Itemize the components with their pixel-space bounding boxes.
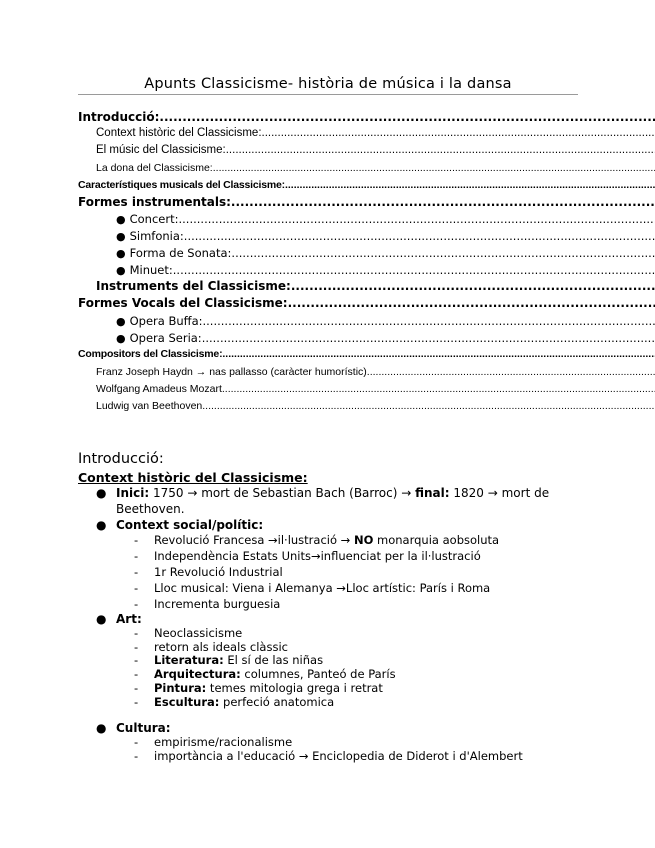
toc-entry-forma-sonata[interactable]: ● Forma de Sonata: .....: [116, 246, 655, 260]
list-item: - Escultura: perfeció anatomica: [134, 695, 335, 709]
list-item: - empirisme/racionalisme: [134, 735, 293, 749]
list-item-inici-continuation: Beethoven.: [116, 502, 185, 516]
toc-entry-opera-buffa[interactable]: ● Opera Buffa: .....: [116, 314, 655, 328]
toc-entry-dona[interactable]: La dona del Classicisme: .....: [96, 162, 655, 174]
toc-entry-minuet[interactable]: ● Minuet: .....: [116, 263, 655, 277]
toc-entry-haydn[interactable]: Franz Joseph Haydn → nas pallasso (caràcter humorístic) .....: [96, 366, 655, 378]
list-item: - Literatura: El sí de las niñas: [134, 653, 324, 667]
document-title: Apunts Classicisme- història de música i la dansa: [78, 76, 578, 95]
toc-entry-mozart[interactable]: Wolfgang Amadeus Mozart .....: [96, 383, 655, 395]
list-item: - Independència Estats Units→influenciat per la il·lustració: [134, 549, 481, 563]
list-item: - Lloc musical: Viena i Alemanya →Lloc artístic: París i Roma: [134, 581, 491, 595]
list-item: - Arquitectura: columnes, Panteó de París: [134, 667, 396, 681]
toc-entry-beethoven[interactable]: Ludwig van Beethoven .....: [96, 400, 655, 412]
list-item-art: ● Art:: [96, 612, 142, 626]
bullet-icon: ●: [116, 213, 126, 226]
list-item: - Incrementa burguesia: [134, 597, 281, 611]
list-item: - importància a l'educació → Enciclopedia de Diderot i d'Alembert: [134, 749, 523, 763]
bullet-icon: ●: [96, 612, 107, 626]
toc-entry-formes-vocals[interactable]: Formes Vocals del Classicisme: .....: [78, 296, 655, 310]
bullet-icon: ●: [116, 264, 126, 277]
bullet-icon: ●: [96, 518, 107, 532]
list-item-cultura: ● Cultura:: [96, 721, 171, 735]
toc-entry-caracteristiques[interactable]: Característiques musicals del Classicisme: .....: [78, 179, 655, 191]
toc-entry-music[interactable]: El músic del Classicisme: .....: [96, 144, 655, 156]
bullet-icon: ●: [116, 315, 126, 328]
list-item: - Neoclassicisme: [134, 626, 243, 640]
list-item: - retorn als ideals clàssic: [134, 640, 288, 654]
bullet-icon: ●: [96, 486, 107, 500]
list-item: - 1r Revolució Industrial: [134, 565, 283, 579]
list-item: - Pintura: temes mitologia grega i retrat: [134, 681, 383, 695]
toc-entry-opera-seria[interactable]: ● Opera Seria: .....: [116, 331, 655, 345]
toc-entry-compositors[interactable]: Compositors del Classicisme: .....: [78, 348, 655, 360]
list-item-inici: ● Inici: 1750 → mort de Sebastian Bach (Barroc) → final: 1820 → mort de: [96, 486, 550, 500]
subsection-heading: Context històric del Classicisme:: [78, 470, 308, 485]
toc-entry-simfonia[interactable]: ● Simfonia: .....: [116, 229, 655, 243]
bullet-icon: ●: [116, 247, 126, 260]
bullet-icon: ●: [96, 721, 107, 735]
toc-entry-concert[interactable]: ● Concert: .....: [116, 212, 655, 226]
toc-entry-instruments[interactable]: Instruments del Classicisme: .....: [96, 279, 655, 293]
bullet-icon: ●: [116, 332, 126, 345]
toc-entry-introduccio[interactable]: Introducció: .....: [78, 110, 655, 124]
list-item-context-social: ● Context social/polític:: [96, 518, 264, 532]
toc-entry-formes-instrumentals[interactable]: Formes instrumentals: .....: [78, 195, 655, 209]
section-heading: Introducció:: [78, 451, 164, 467]
toc-entry-context-historic[interactable]: Context històric del Classicisme: .....: [96, 127, 655, 139]
bullet-icon: ●: [116, 230, 126, 243]
list-item: - Revolució Francesa →il·lustració → NO monarquia aobsoluta: [134, 533, 500, 547]
